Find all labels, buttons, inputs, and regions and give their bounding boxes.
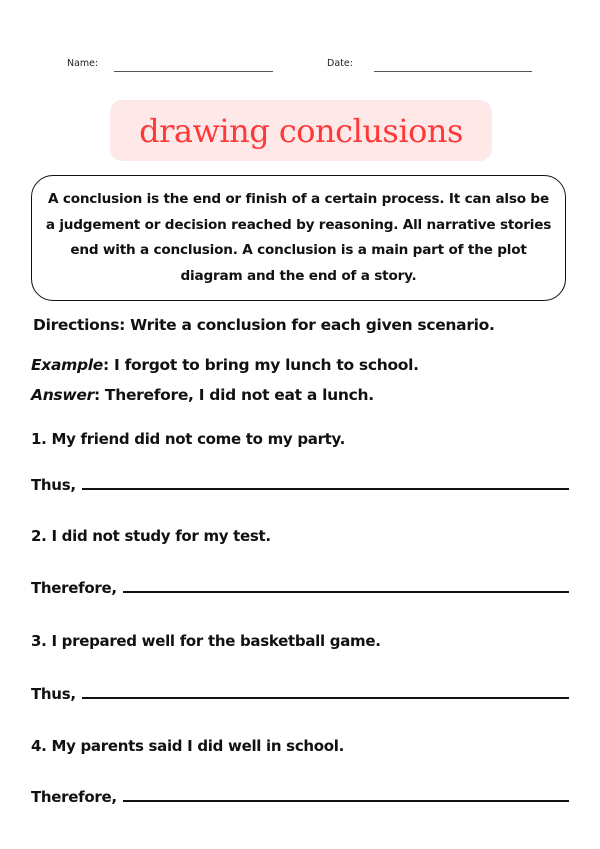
answer-row-4 bbox=[31, 788, 569, 806]
answer-text: : Therefore, I did not eat a lunch. bbox=[93, 386, 374, 404]
example-line bbox=[31, 356, 419, 374]
question-4: 4. My parents said I did well in school. bbox=[31, 737, 345, 755]
answer-label-4: Therefore, bbox=[31, 788, 117, 806]
page-title: drawing conclusions bbox=[139, 111, 463, 150]
definition-box bbox=[31, 175, 566, 301]
answer-label-3: Thus, bbox=[31, 685, 76, 703]
question-3: 3. I prepared well for the basketball game. bbox=[31, 632, 381, 650]
answer-blank-3[interactable] bbox=[82, 697, 569, 699]
answer-row-1 bbox=[31, 476, 569, 494]
directions: Directions: Write a conclusion for each given scenario. bbox=[33, 316, 495, 334]
answer-label: Answer bbox=[31, 386, 94, 404]
answer-label-2: Therefore, bbox=[31, 579, 117, 597]
name-label: Name: bbox=[67, 58, 99, 69]
answer-line bbox=[31, 386, 374, 404]
date-field[interactable] bbox=[374, 71, 532, 72]
answer-blank-2[interactable] bbox=[123, 591, 569, 593]
answer-label-1: Thus, bbox=[31, 476, 76, 494]
answer-blank-4[interactable] bbox=[123, 800, 569, 802]
answer-row-2 bbox=[31, 579, 569, 597]
definition-text: A conclusion is the end or finish of a certain process. It can also be a judgement or decision reached by reasoning. All narrative stories end with a conclusion. A conclusion is a main part of the plot diagram and the end of a story. bbox=[45, 191, 552, 284]
answer-row-3 bbox=[31, 685, 569, 703]
answer-blank-1[interactable] bbox=[82, 488, 569, 490]
date-label: Date: bbox=[327, 58, 353, 69]
name-field[interactable] bbox=[114, 71, 273, 72]
question-1: 1. My friend did not come to my party. bbox=[31, 430, 346, 448]
question-2: 2. I did not study for my test. bbox=[31, 527, 271, 545]
title-banner bbox=[110, 100, 492, 161]
example-text: : I forgot to bring my lunch to school. bbox=[103, 356, 419, 374]
example-label: Example bbox=[31, 356, 104, 374]
